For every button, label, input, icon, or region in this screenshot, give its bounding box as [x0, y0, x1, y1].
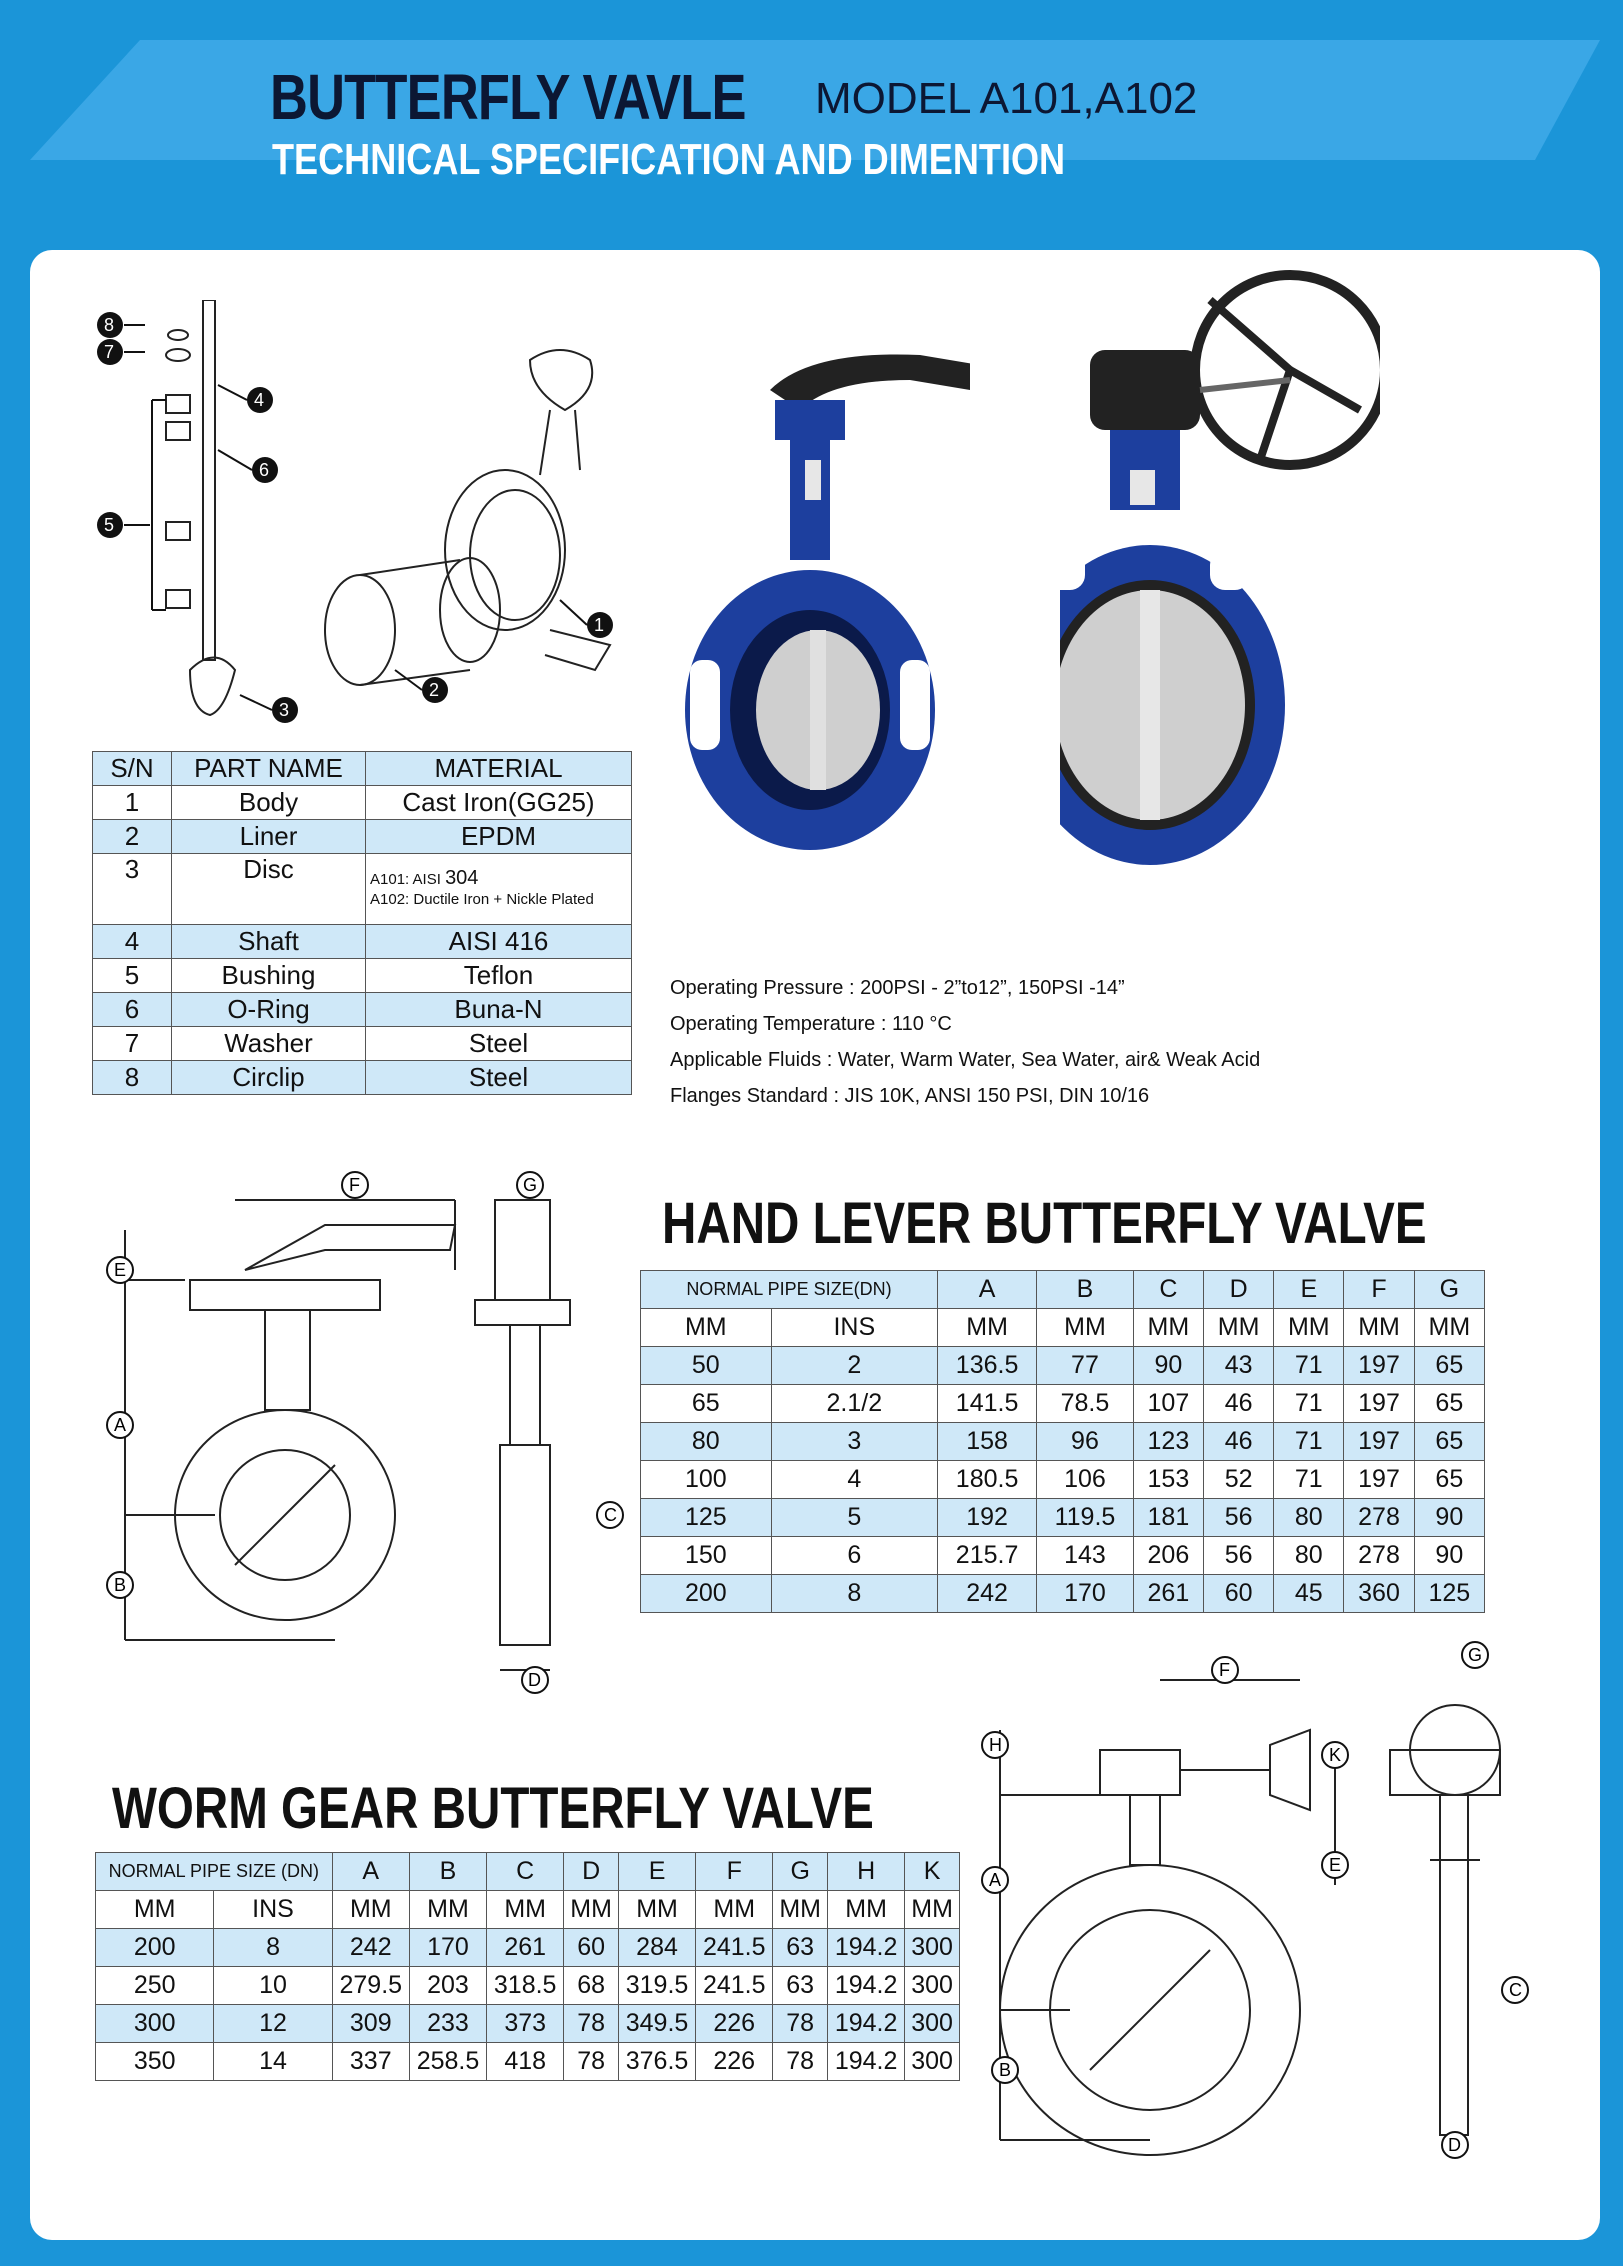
cell: 203 [409, 1967, 486, 2005]
dim-label-k: K [1329, 1745, 1342, 1765]
cell: 80 [641, 1423, 772, 1461]
size-header: NORMAL PIPE SIZE(DN) [641, 1271, 938, 1309]
cell: MM [1414, 1309, 1484, 1347]
cell: 194.2 [828, 2005, 905, 2043]
col-header-d: D [564, 1853, 619, 1891]
col-header-part-name: PART NAME [172, 752, 366, 786]
disc-a102-material: A102: Ductile Iron + Nickle Plated [370, 891, 594, 908]
cell: 318.5 [487, 1967, 564, 2005]
cell: 194.2 [828, 1967, 905, 2005]
dim-label-a: A [114, 1415, 127, 1435]
cell: 241.5 [696, 1929, 773, 1967]
callout-3: 3 [279, 700, 290, 720]
col-header-g: G [1414, 1271, 1484, 1309]
col-header-b: B [1037, 1271, 1134, 1309]
cell: Teflon [366, 959, 632, 993]
dim-label-c: C [1509, 1980, 1522, 2000]
table-row [641, 1347, 1485, 1385]
col-header-k: K [905, 1853, 960, 1891]
spec-fluids: Applicable Fluids : Water, Warm Water, Sea Water, air& Weak Acid [670, 1049, 1261, 1071]
cell: 226 [696, 2005, 773, 2043]
cell: 261 [487, 1929, 564, 1967]
cell: 278 [1344, 1537, 1414, 1575]
callout-2: 2 [429, 680, 440, 700]
col-header-f: F [1344, 1271, 1414, 1309]
cell: 78 [773, 2005, 828, 2043]
dim-label-f: F [1219, 1660, 1230, 1680]
cell: 376.5 [618, 2043, 695, 2081]
cell: 6 [771, 1537, 937, 1575]
cell: 143 [1037, 1537, 1134, 1575]
table-row [96, 2005, 960, 2043]
worm-gear-dimension-drawing [970, 1640, 1550, 2160]
cell: 226 [696, 2043, 773, 2081]
cell: 119.5 [1037, 1499, 1134, 1537]
cell: 6 [93, 993, 172, 1027]
cell: 300 [96, 2005, 214, 2043]
cell: 56 [1204, 1537, 1274, 1575]
callout-4: 4 [254, 390, 265, 410]
cell: INS [771, 1309, 937, 1347]
worm-gear-valve-photo [1060, 270, 1380, 890]
cell: MM [409, 1891, 486, 1929]
cell: 319.5 [618, 1967, 695, 2005]
cell: Steel [366, 1061, 632, 1095]
cell: 8 [771, 1575, 937, 1613]
cell: O-Ring [172, 993, 366, 1027]
cell: 337 [332, 2043, 409, 2081]
dim-label-e: E [1329, 1855, 1342, 1875]
operating-specs [670, 970, 1260, 1114]
table-row [96, 2043, 960, 2081]
cell: Washer [172, 1027, 366, 1061]
cell: MM [696, 1891, 773, 1929]
cell: 373 [487, 2005, 564, 2043]
cell: 90 [1133, 1347, 1203, 1385]
cell: 242 [938, 1575, 1037, 1613]
cell: 418 [487, 2043, 564, 2081]
callout-6: 6 [259, 460, 270, 480]
col-header-material: MATERIAL [366, 752, 632, 786]
cell: 250 [96, 1967, 214, 2005]
cell: MM [1133, 1309, 1203, 1347]
cell: 63 [773, 1929, 828, 1967]
cell: 96 [1037, 1423, 1134, 1461]
worm-gear-table [95, 1852, 960, 2081]
cell: 123 [1133, 1423, 1203, 1461]
table-row [641, 1575, 1485, 1613]
dim-label-f: F [349, 1175, 360, 1195]
parts-table [92, 751, 632, 1095]
cell: MM [487, 1891, 564, 1929]
cell: 71 [1274, 1347, 1344, 1385]
cell: 2.1/2 [771, 1385, 937, 1423]
cell: 78 [564, 2043, 619, 2081]
cell: MM [1344, 1309, 1414, 1347]
cell: 180.5 [938, 1461, 1037, 1499]
cell: 77 [1037, 1347, 1134, 1385]
cell: 100 [641, 1461, 772, 1499]
cell: 279.5 [332, 1967, 409, 2005]
dim-label-b: B [999, 2060, 1012, 2080]
cell: 65 [641, 1385, 772, 1423]
cell: Body [172, 786, 366, 820]
table-row [93, 1027, 632, 1061]
table-row [93, 786, 632, 820]
cell: 90 [1414, 1537, 1484, 1575]
cell: 258.5 [409, 2043, 486, 2081]
table-row [93, 854, 632, 925]
worm-gear-title: WORM GEAR BUTTERFLY VALVE [112, 1776, 874, 1841]
cell [366, 854, 632, 925]
disc-a101-prefix: A101: AISI [370, 871, 441, 888]
callout-7: 7 [104, 342, 115, 362]
size-header: NORMAL PIPE SIZE (DN) [96, 1853, 333, 1891]
cell: 80 [1274, 1499, 1344, 1537]
cell: 233 [409, 2005, 486, 2043]
cell: 46 [1204, 1423, 1274, 1461]
cell: 5 [93, 959, 172, 993]
cell: MM [618, 1891, 695, 1929]
cell: 125 [641, 1499, 772, 1537]
cell: 3 [93, 854, 172, 925]
dim-label-g: G [1468, 1645, 1483, 1665]
table-row [93, 993, 632, 1027]
cell: 14 [214, 2043, 332, 2081]
cell: 90 [1414, 1499, 1484, 1537]
cell: 170 [409, 1929, 486, 1967]
cell: MM [773, 1891, 828, 1929]
table-row [641, 1537, 1485, 1575]
page-title: BUTTERFLY VAVLE [270, 61, 746, 133]
cell: 46 [1204, 1385, 1274, 1423]
col-header-e: E [1274, 1271, 1344, 1309]
cell: 5 [771, 1499, 937, 1537]
cell: Bushing [172, 959, 366, 993]
hand-lever-table [640, 1270, 1485, 1613]
cell: 63 [773, 1967, 828, 2005]
table-row [93, 959, 632, 993]
table-row [93, 925, 632, 959]
cell: AISI 416 [366, 925, 632, 959]
col-header-d: D [1204, 1271, 1274, 1309]
dim-label-c: C [604, 1505, 617, 1525]
cell: 50 [641, 1347, 772, 1385]
model-label: MODEL A101,A102 [815, 74, 1198, 123]
cell: 181 [1133, 1499, 1203, 1537]
disc-a101-material: 304 [445, 867, 479, 889]
cell: 300 [905, 2043, 960, 2081]
cell: 8 [93, 1061, 172, 1095]
table-row [93, 1061, 632, 1095]
cell: 71 [1274, 1423, 1344, 1461]
cell: 4 [93, 925, 172, 959]
cell: EPDM [366, 820, 632, 854]
cell: 65 [1414, 1385, 1484, 1423]
cell: 197 [1344, 1461, 1414, 1499]
cell: MM [96, 1891, 214, 1929]
hand-lever-title: HAND LEVER BUTTERFLY VALVE [662, 1191, 1427, 1256]
cell: 10 [214, 1967, 332, 2005]
spec-temperature: Operating Temperature : 110 °C [670, 1013, 952, 1035]
cell: MM [564, 1891, 619, 1929]
cell: 278 [1344, 1499, 1414, 1537]
cell: 71 [1274, 1461, 1344, 1499]
cell: 4 [771, 1461, 937, 1499]
callout-5: 5 [104, 515, 115, 535]
cell: MM [1204, 1309, 1274, 1347]
cell: 106 [1037, 1461, 1134, 1499]
cell: 78.5 [1037, 1385, 1134, 1423]
cell: 80 [1274, 1537, 1344, 1575]
table-row [641, 1499, 1485, 1537]
dim-label-d: D [528, 1670, 541, 1690]
callout-1: 1 [594, 615, 605, 635]
cell: 65 [1414, 1347, 1484, 1385]
cell: 194.2 [828, 2043, 905, 2081]
cell: 192 [938, 1499, 1037, 1537]
cell: 56 [1204, 1499, 1274, 1537]
cell: 153 [1133, 1461, 1203, 1499]
col-header-c: C [487, 1853, 564, 1891]
cell: 150 [641, 1537, 772, 1575]
hand-lever-valve-photo [670, 340, 970, 900]
col-header-c: C [1133, 1271, 1203, 1309]
cell: 65 [1414, 1423, 1484, 1461]
page-subtitle: TECHNICAL SPECIFICATION AND DIMENTION [272, 135, 1066, 184]
dim-label-g: G [523, 1175, 538, 1195]
cell: 194.2 [828, 1929, 905, 1967]
col-header-h: H [828, 1853, 905, 1891]
cell: 300 [905, 1929, 960, 1967]
cell: 60 [564, 1929, 619, 1967]
cell: 52 [1204, 1461, 1274, 1499]
dim-label-a: A [989, 1870, 1002, 1890]
cell: 43 [1204, 1347, 1274, 1385]
table-row [641, 1423, 1485, 1461]
cell: 215.7 [938, 1537, 1037, 1575]
exploded-parts-drawing [90, 300, 650, 730]
cell: Cast Iron(GG25) [366, 786, 632, 820]
table-row [641, 1461, 1485, 1499]
hand-lever-dimension-drawing [95, 1170, 645, 1710]
cell: 12 [214, 2005, 332, 2043]
col-header-b: B [409, 1853, 486, 1891]
cell: 261 [1133, 1575, 1203, 1613]
units-row [96, 1891, 960, 1929]
cell: Steel [366, 1027, 632, 1061]
cell: 2 [771, 1347, 937, 1385]
cell: 60 [1204, 1575, 1274, 1613]
col-header-f: F [696, 1853, 773, 1891]
table-row [641, 1385, 1485, 1423]
cell: MM [938, 1309, 1037, 1347]
cell: 78 [564, 2005, 619, 2043]
cell: 125 [1414, 1575, 1484, 1613]
cell: INS [214, 1891, 332, 1929]
cell: 206 [1133, 1537, 1203, 1575]
units-row [641, 1309, 1485, 1347]
table-row [96, 1929, 960, 1967]
cell: 349.5 [618, 2005, 695, 2043]
cell: 68 [564, 1967, 619, 2005]
cell: 350 [96, 2043, 214, 2081]
cell: 78 [773, 2043, 828, 2081]
cell: Circlip [172, 1061, 366, 1095]
table-row [96, 1967, 960, 2005]
col-header-sn: S/N [93, 752, 172, 786]
callout-8: 8 [104, 315, 115, 335]
cell: 300 [905, 1967, 960, 2005]
dim-label-d: D [1448, 2135, 1461, 2155]
cell: 136.5 [938, 1347, 1037, 1385]
dim-label-h: H [989, 1735, 1002, 1755]
cell: Shaft [172, 925, 366, 959]
cell: 141.5 [938, 1385, 1037, 1423]
cell: Buna-N [366, 993, 632, 1027]
cell: 360 [1344, 1575, 1414, 1613]
cell: 241.5 [696, 1967, 773, 2005]
cell: 197 [1344, 1423, 1414, 1461]
cell: 107 [1133, 1385, 1203, 1423]
dim-label-e: E [114, 1260, 127, 1280]
dim-label-b: B [114, 1575, 127, 1595]
cell: MM [332, 1891, 409, 1929]
cell: 284 [618, 1929, 695, 1967]
cell: MM [1274, 1309, 1344, 1347]
cell: 197 [1344, 1347, 1414, 1385]
cell: 300 [905, 2005, 960, 2043]
col-header-a: A [938, 1271, 1037, 1309]
cell: 7 [93, 1027, 172, 1061]
cell: MM [1037, 1309, 1134, 1347]
cell: 242 [332, 1929, 409, 1967]
col-header-e: E [618, 1853, 695, 1891]
spec-flanges: Flanges Standard : JIS 10K, ANSI 150 PSI, DIN 10/16 [670, 1085, 1150, 1107]
spec-pressure: Operating Pressure : 200PSI - 2”to12”, 150PSI -14” [670, 977, 1125, 999]
cell: Disc [172, 854, 366, 925]
cell: 3 [771, 1423, 937, 1461]
cell: 2 [93, 820, 172, 854]
cell: 200 [641, 1575, 772, 1613]
cell: Liner [172, 820, 366, 854]
cell: MM [828, 1891, 905, 1929]
cell: 45 [1274, 1575, 1344, 1613]
cell: 197 [1344, 1385, 1414, 1423]
cell: 170 [1037, 1575, 1134, 1613]
col-header-a: A [332, 1853, 409, 1891]
cell: MM [905, 1891, 960, 1929]
cell: 309 [332, 2005, 409, 2043]
cell: 158 [938, 1423, 1037, 1461]
table-row [93, 820, 632, 854]
cell: MM [641, 1309, 772, 1347]
cell: 200 [96, 1929, 214, 1967]
cell: 8 [214, 1929, 332, 1967]
col-header-g: G [773, 1853, 828, 1891]
cell: 65 [1414, 1461, 1484, 1499]
cell: 1 [93, 786, 172, 820]
cell: 71 [1274, 1385, 1344, 1423]
